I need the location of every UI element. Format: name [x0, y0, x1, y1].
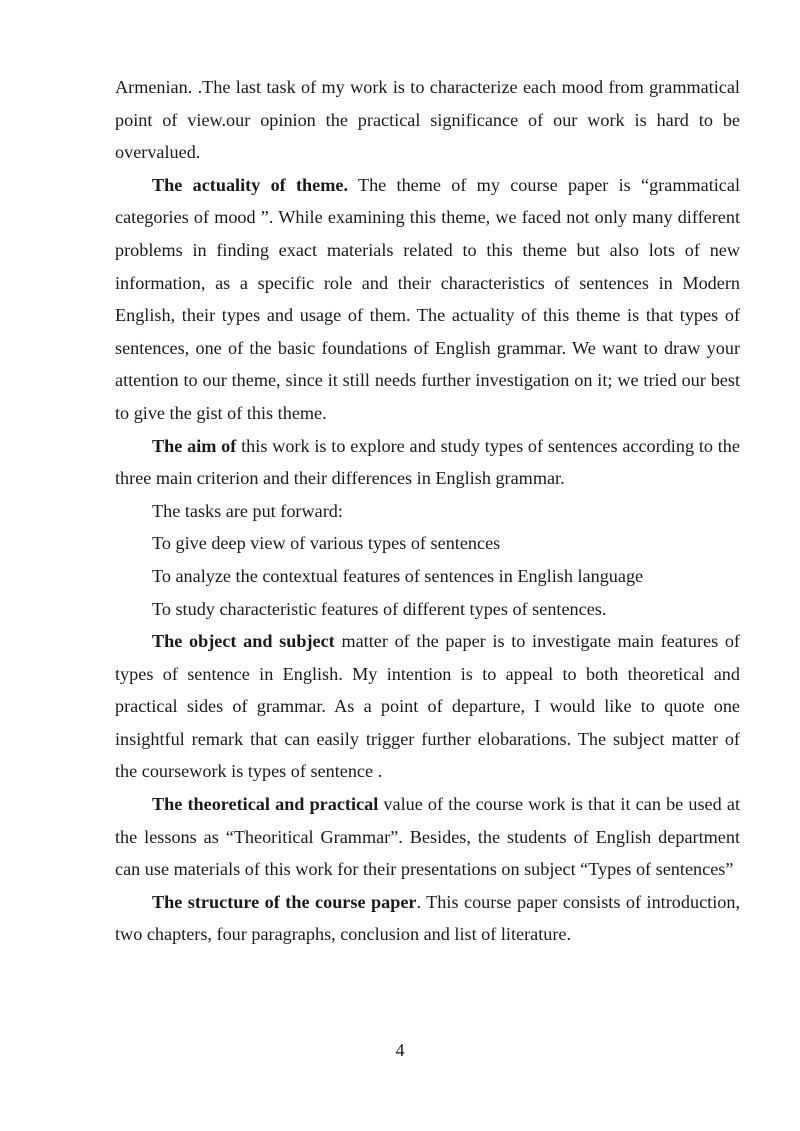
heading-actuality: The actuality of theme.: [152, 174, 349, 195]
paragraph-armenian: Armenian. .The last task of my work is to characterize each mood from grammatical point of view.our opinion the practical significance of our work is hard to be overvalued.: [115, 77, 740, 163]
paragraph-aim: The aim of this work is to explore and study types of sentences according to the three main criterion and their differences in English grammar.: [115, 435, 740, 489]
paragraph-object-subject: The object and subject matter of the paper is to investigate main features of types of sentence in English. My intention is to appeal to both theoretical and practical sides of grammar. As a point of departure, I would like to quote one insightful remark that can easily trigger further elobarations. The subject matter of the coursework is types of sentence .: [115, 631, 740, 782]
heading-structure: The structure of the course paper: [152, 891, 417, 912]
heading-aim: The aim of: [152, 435, 237, 456]
page-number: 4: [395, 1040, 405, 1060]
paragraph-theoretical-practical: The theoretical and practical value of the course work is that it can be used at the lessons as “Theoritical Grammar”. Besides, the students of English department can use materials of this work for their presentations on subject “Types of sentences”: [115, 794, 740, 880]
task-item: To study characteristic features of different types of sentences.: [152, 598, 607, 619]
heading-object-subject: The object and subject: [152, 631, 335, 652]
task-item: To analyze the contextual features of sentences in English language: [152, 565, 644, 586]
task-item: To give deep view of various types of sentences: [152, 533, 501, 554]
tasks-intro: The tasks are put forward:: [152, 500, 343, 521]
paragraph-structure: The structure of the course paper. This course paper consists of introduction, two chapters, four paragraphs, conclusion and list of literature.: [115, 891, 740, 945]
paragraph-actuality: The actuality of theme. The theme of my course paper is “grammatical categories of mood ”. While examining this theme, we faced not only many different problems in finding exact materials related to this theme but also lots of new information, as a specific role and their characteristics of sentences in Modern English, their types and usage of them. The actuality of this theme is that types of sentences, one of the basic foundations of English grammar. We want to draw your attention to our theme, since it still needs further investigation on it; we tried our best to give the gist of this theme.: [115, 174, 740, 423]
body-text: [115, 71, 740, 951]
heading-theoretical-practical: The theoretical and practical: [152, 794, 379, 815]
